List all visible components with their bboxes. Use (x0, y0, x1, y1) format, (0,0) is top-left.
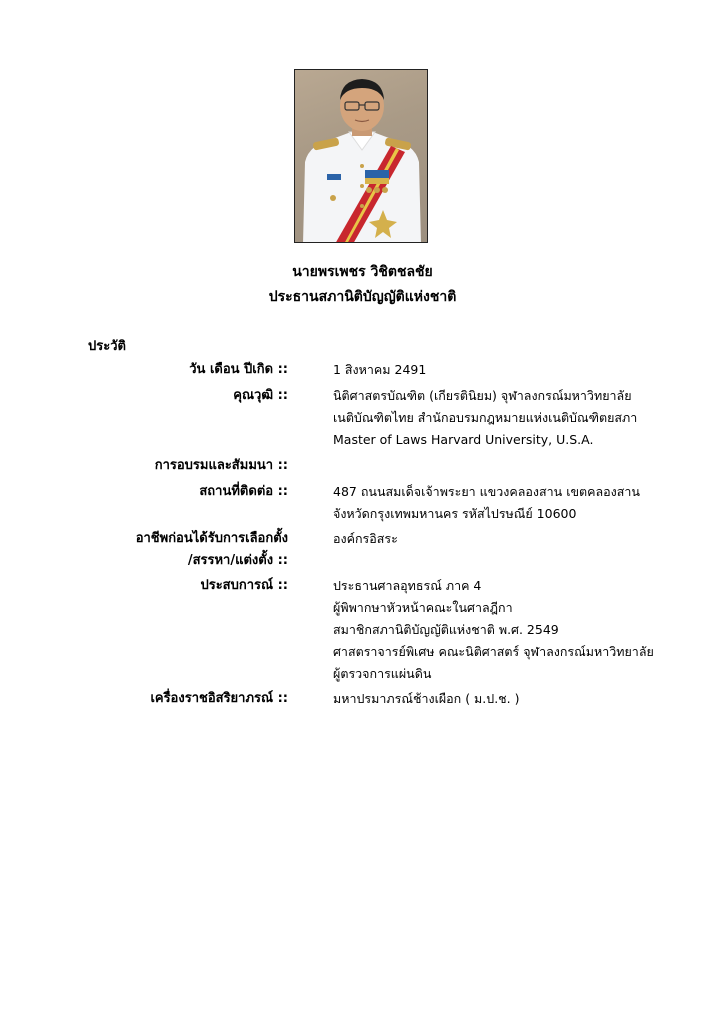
birth-label: วัน เดือน ปีเกิด :: (189, 362, 288, 377)
birth-value (333, 359, 693, 381)
decorations-label: เครื่องราชอิสริยาภรณ์ :: (150, 691, 288, 706)
birth-line: 1 สิงหาคม 2491 (333, 362, 427, 377)
decorations-value (333, 688, 693, 710)
experience-line: สมาชิกสภานิติบัญญัติแห่งชาติ พ.ศ. 2549 (333, 622, 559, 637)
experience-value (333, 575, 693, 685)
address-value (333, 481, 693, 525)
training-label: การอบรมและสัมมนา :: (154, 458, 288, 473)
experience-line: ประธานศาลอุทธรณ์ ภาค 4 (333, 578, 482, 593)
education-value (333, 385, 693, 451)
address-line: 487 ถนนสมเด็จเจ้าพระยา แขวงคลองสาน เขตคลองสาน (333, 484, 640, 499)
experience-line: ผู้พิพากษาหัวหน้าคณะในศาลฎีกา (333, 600, 513, 615)
experience-label: ประสบการณ์ :: (200, 578, 288, 593)
education-line: Master of Laws Harvard University, U.S.A. (333, 432, 594, 447)
education-line: นิติศาสตรบัณฑิต (เกียรตินิยม) จุฬาลงกรณ์มหาวิทยาลัย (333, 388, 632, 403)
person-name: นายพรเพชร วิชิตชลชัย (292, 264, 433, 280)
previous-occupation-label-line: /สรรหา/แต่งตั้ง :: (187, 553, 288, 568)
previous-occupation-value (333, 528, 693, 550)
address-label: สถานที่ติดต่อ :: (199, 484, 288, 499)
previous-occupation-label-line: อาชีพก่อนได้รับการเลือกตั้ง (135, 531, 288, 546)
previous-occupation-label (60, 528, 288, 572)
portrait-photo (294, 69, 428, 243)
experience-line: ผู้ตรวจการแผ่นดิน (333, 666, 432, 681)
experience-line: ศาสตราจารย์พิเศษ คณะนิติศาสตร์ จุฬาลงกรณ์มหาวิทยาลัย (333, 644, 654, 659)
education-line: เนติบัณฑิตไทย สำนักอบรมกฎหมายแห่งเนติบัณฑิตยสภา (333, 410, 638, 425)
previous-occupation-line: องค์กรอิสระ (333, 531, 398, 546)
education-label: คุณวุฒิ :: (233, 388, 288, 403)
person-position: ประธานสภานิติบัญญัติแห่งชาติ (268, 289, 457, 305)
section-title: ประวัติ (88, 339, 126, 354)
decorations-line: มหาปรมาภรณ์ช้างเผือก ( ม.ป.ช. ) (333, 691, 520, 706)
address-line: จังหวัดกรุงเทพมหานคร รหัสไปรษณีย์ 10600 (333, 506, 577, 521)
